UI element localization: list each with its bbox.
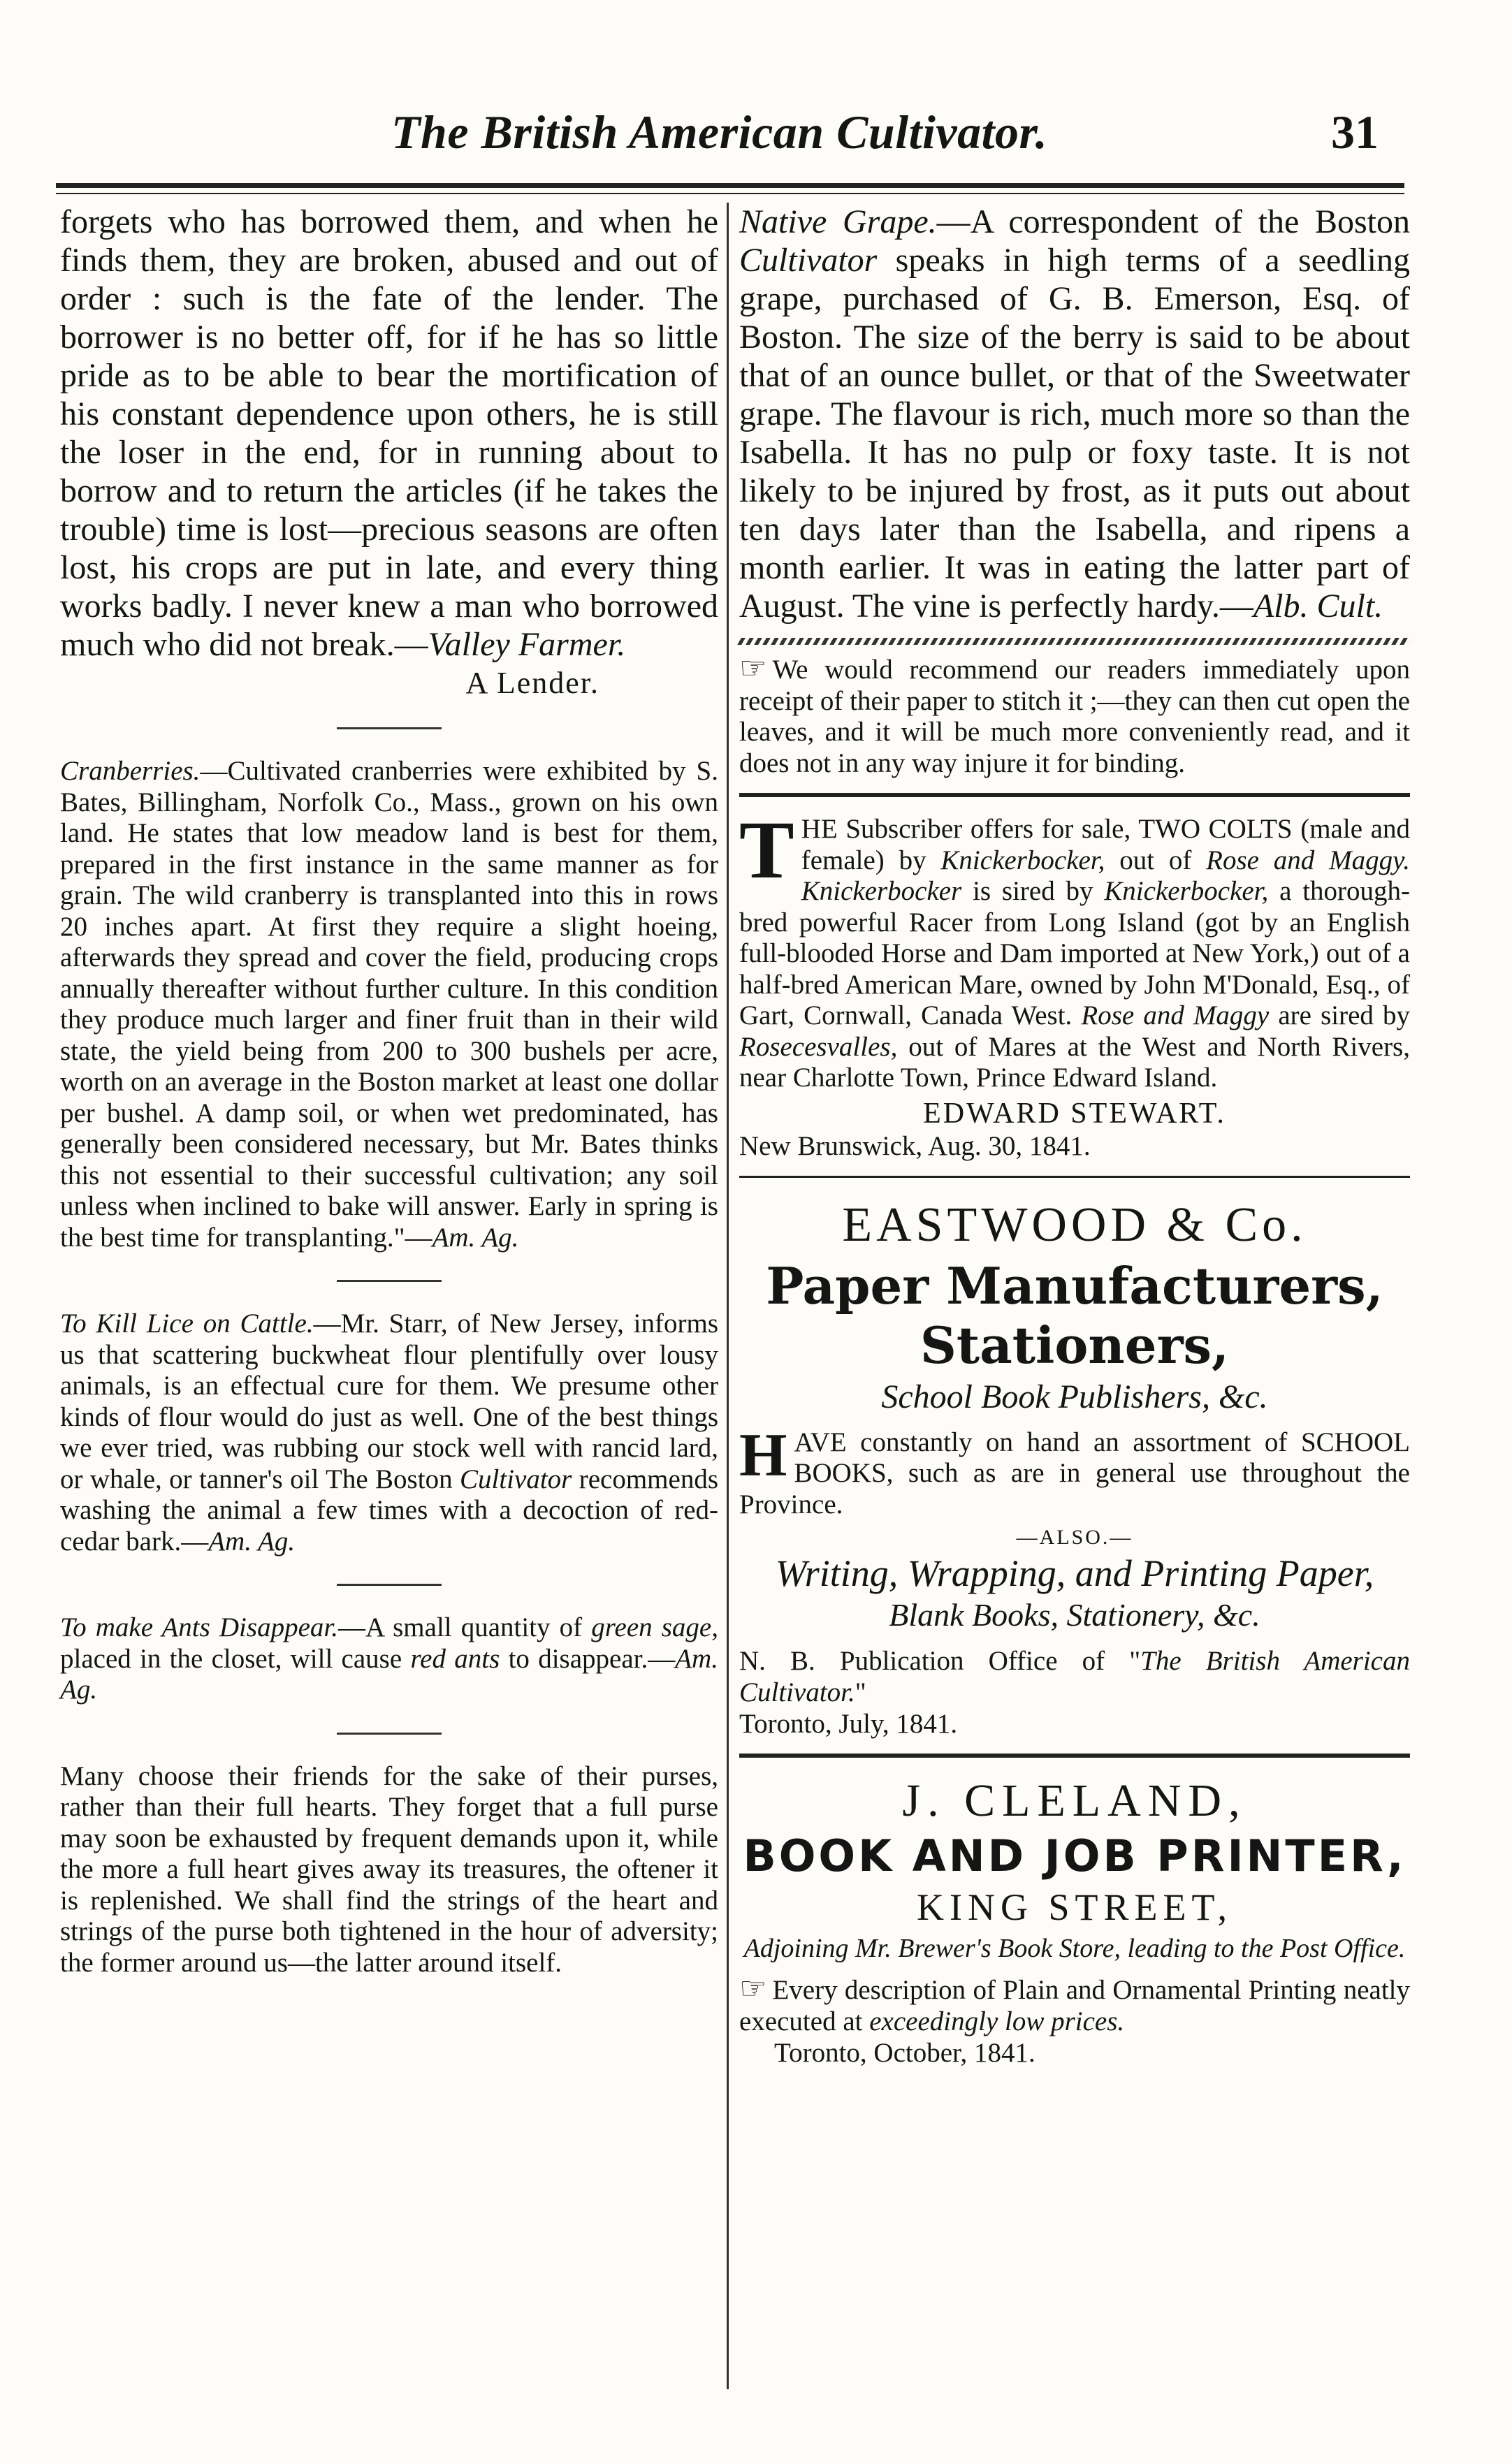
ad-cleland: [739, 1774, 1410, 2069]
also-label: —ALSO.—: [1016, 1526, 1133, 1549]
goods-line: Blank Books, Stationery, &c.: [889, 1597, 1260, 1633]
ad-text: HAVE constantly on hand an assortment of SCHOOL BOOKS, such as are in general use throughout the Province.: [739, 1421, 1410, 1519]
ad-dateline: Toronto, July, 1841.: [739, 1709, 958, 1739]
article-signature: A Lender.: [465, 666, 599, 700]
thin-rule: [739, 1176, 1410, 1178]
wavy-rule: [737, 638, 1412, 645]
pointing-hand-icon: ☞: [739, 651, 767, 685]
article-text: Native Grape.—A correspondent of the Boston Cultivator speaks in high terms of a seedling grape, purchased of G. B. Emerson, Esq. of Boston. The size of the berry is said to be about that of an ounce bullet, or that of the Sweetwater grape. The flavour is rich, much more so than the Isabella. It has no pulp or foxy taste. It is not likely to be injured by frost, as it puts out about ten days later than the Isabella, and ripens a month earlier. It was in eating the latter part of August. The vine is perfectly hardy.—Alb. Cult.: [739, 203, 1410, 625]
printer-street: KING STREET,: [917, 1886, 1233, 1928]
article-text: To make Ants Disappear.—A small quantity of green sage, placed in the closet, will cause red ants to disappear.—Am. Ag.: [60, 1612, 718, 1705]
header-rule-thin: [56, 193, 1404, 194]
article-title: Native Grape.: [739, 203, 937, 240]
printer-name: J. CLELAND,: [902, 1775, 1247, 1826]
section-separator: [337, 1280, 442, 1282]
notice-text: ☞ We would recommend our readers immediately upon receipt of their paper to stitch it ;—they can then cut open the leaves, and it will be much more conveniently read, and it does not in any way injure it for binding.: [739, 651, 1410, 778]
column-divider: [727, 203, 729, 2389]
article-text: To Kill Lice on Cattle.—Mr. Starr, of New Jersey, informs us that scattering buckwheat flour plentifully over lousy animals, is an effectual cure for them. We presume other kinds of flour would do just as well. One of the best things we ever tried, was rubbing our stock well with rancid lard, or whale, or tanner's oil The Boston Cultivator recommends washing the animal a few times with a decoction of red-cedar bark.—Am. Ag.: [60, 1308, 719, 1557]
section-separator: [337, 1733, 442, 1735]
thick-rule: [739, 1754, 1410, 1758]
ad-text: THE Subscriber offers for sale, TWO COLTS (male and female) by Knickerbocker, out of Rose and Maggy. Knickerbocker is sired by Knickerbocker, a thorough-bred powerful Racer from Long Island (got by an English full-blooded Horse and Dam imported at New York,) out of a half-bred American Mare, owned by John M'Donald, Esq., of Gart, Cornwall, Canada West. Rose and Maggy are sired by Rosecesvalles, out of Mares at the West and North Rivers, near Charlotte Town, Prince Edward Island.: [739, 804, 1411, 1093]
article-text: Cranberries.—Cultivated cranberries were exhibited by S. Bates, Billingham, Norfolk Co., Mass., grown on his own land. He states that low meadow land is best for them, prepared in the first instance in the same manner as for grain. The wild cranberry is transplanted into this in rows 20 inches apart. At first they require a slight hoeing, afterwards they spread and cover the field, producing crops annually thereafter without further culture. In this condition they produce much larger and finer fruit than in their wild state, the yield being from 200 to 300 bushels per acre, worth on an average in the Boston market at least one dollar per bushel. A damp soil, or when wet predominated, has generally been considered necessary, but Mr. Bates thinks this not essential to their successful cultivation; any soil unless when inclined to bake will answer. Early in spring is the best time for transplanting."—Am. Ag.: [60, 756, 718, 1253]
ad-dateline: Toronto, October, 1841.: [774, 2038, 1035, 2068]
article-text: Many choose their friends for the sake of their purses, rather than their full hearts. They forget that a full purse may soon be exhausted by frequent demands upon it, while the more a full heart gives away its treasures, the oftener it is replenished. We shall find the strings of the heart and strings of the purse both tightened in the hour of adversity; the former around us—the latter around itself.: [60, 1760, 718, 1978]
ad-colts: [739, 804, 1411, 1162]
article-friends: [60, 1761, 718, 1979]
article-source: Am. Ag.: [208, 1526, 296, 1557]
article-source: Alb. Cult.: [1253, 588, 1383, 625]
article-grape: [739, 203, 1410, 625]
section-separator: [337, 727, 442, 729]
ad-signature: EDWARD STEWART.: [923, 1097, 1226, 1130]
article-source: Am. Ag.: [432, 1222, 519, 1253]
article-source: Am. Ag.: [60, 1643, 718, 1705]
running-title: The British American Cultivator.: [391, 105, 1048, 159]
drop-cap: H: [739, 1421, 787, 1489]
header-rule-thick: [56, 183, 1404, 188]
article-title: To Kill Lice on Cattle.: [60, 1308, 314, 1339]
goods-line: Writing, Wrapping, and Printing Paper,: [775, 1552, 1374, 1594]
article-lender: [60, 203, 718, 701]
article-title: To make Ants Disappear.: [60, 1612, 338, 1642]
drop-cap: T: [739, 804, 794, 896]
right-column: [739, 203, 1410, 2069]
ad-text: ☞ Every description of Plain and Ornamental Printing neatly executed at exceedingly low prices.: [739, 1971, 1410, 2036]
article-ants: [60, 1612, 718, 1706]
ad-note: N. B. Publication Office of "The British American Cultivator.": [739, 1646, 1410, 1707]
notice-stitch: [739, 653, 1410, 779]
article-cranberries: [60, 756, 718, 1253]
article-text: forgets who has borrowed them, and when he finds them, they are broken, abused and out of order : such is the fate of the lender. The borrower is no better off, for if he has so little pride as to be able to bear the mortification of his constant dependence upon others, he is still the loser in the end, for in running about to borrow and to return the articles (if he takes the trouble) time is lost—precious seasons are often lost, his crops are put in late, and every thing works badly. I never knew a man who borrowed much who did not break.—Valley Farmer.: [60, 203, 718, 663]
article-lice: [60, 1308, 718, 1557]
firm-trade: Paper Manufacturers, Stationers,: [766, 1255, 1383, 1375]
pointing-hand-icon: ☞: [739, 1971, 767, 2006]
page-number: 31: [1331, 105, 1379, 159]
printer-location: Adjoining Mr. Brewer's Book Store, leading to the Post Office.: [743, 1934, 1406, 1963]
ad-eastwood: [739, 1197, 1410, 1740]
firm-subtitle: School Book Publishers, &c.: [881, 1378, 1268, 1415]
left-column: [60, 203, 718, 1978]
article-title: Cranberries.: [60, 756, 201, 786]
article-source: Valley Farmer.: [428, 626, 626, 663]
section-separator: [337, 1584, 442, 1586]
ad-dateline: New Brunswick, Aug. 30, 1841.: [739, 1130, 1091, 1161]
firm-name: EASTWOOD & Co.: [842, 1197, 1307, 1252]
printer-trade: BOOK AND JOB PRINTER,: [743, 1830, 1406, 1881]
thick-rule: [739, 793, 1410, 797]
